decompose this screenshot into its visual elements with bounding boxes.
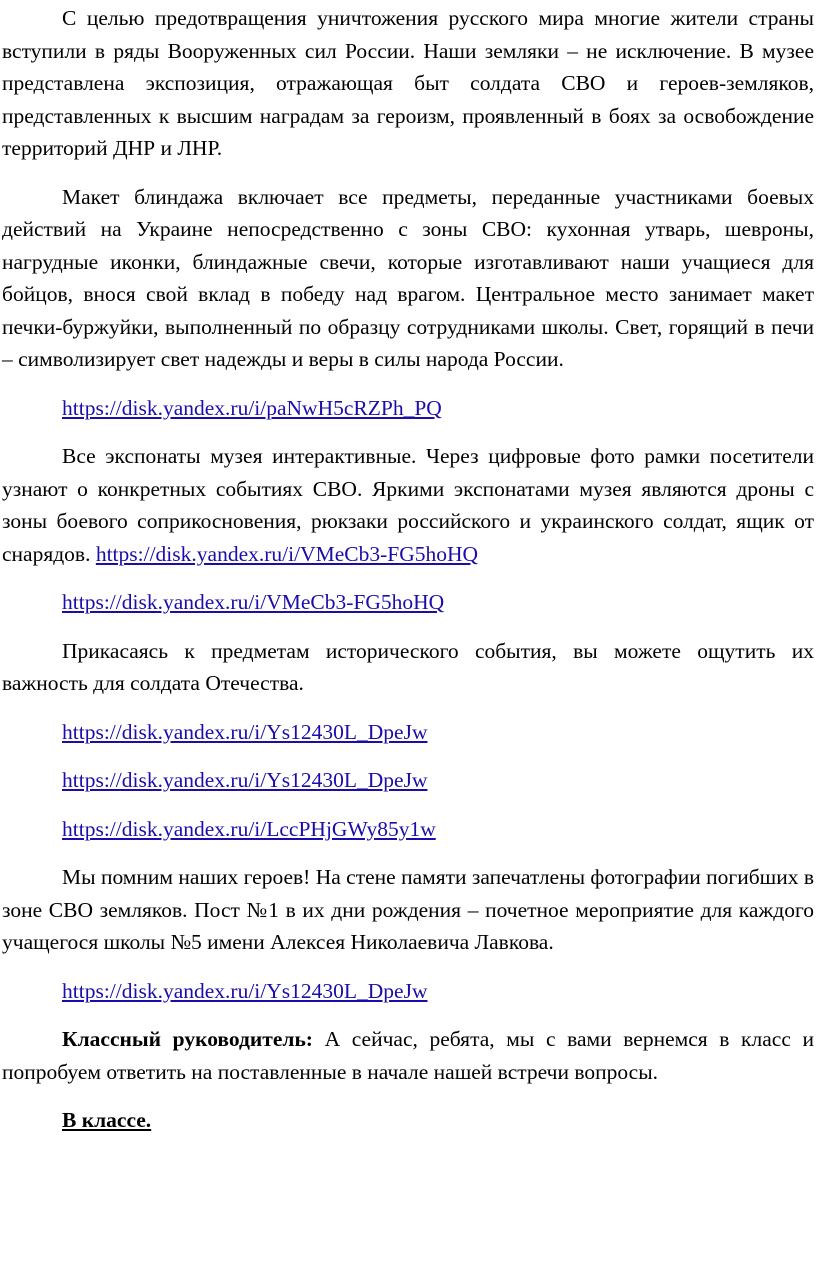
in-class-heading: В классе. (62, 1108, 152, 1132)
link-line-1 (2, 392, 814, 425)
paragraph-in-class (2, 1104, 814, 1137)
link-line-2 (2, 586, 814, 619)
paragraph-svo-residents: С целью предотвращения уничтожения русского мира многие жители страны вступили в ряды Вооруженных сил России. Наши земляки – не исключение. В музее представлена экспозиция, отражающая быт солдата СВО и героев-земляков, представленных к высшим наградам за героизм, проявленный в боях за освобождение территорий ДНР и ЛНР. (2, 6, 814, 160)
disk-link-inline[interactable]: https://disk.yandex.ru/i/VMeCb3-FG5hoHQ (95, 541, 479, 566)
disk-link-2[interactable]: https://disk.yandex.ru/i/VMeCb3-FG5hoHQ (62, 590, 445, 614)
paragraph-memory-wall: Мы помним наших героев! На стене памяти запечатлены фотографии погибших в зоне СВО земляков. Пост №1 в их дни рождения – почетное мероприятие для каждого учащегося школы №5 имени Алексея Николаевича Лавкова. (2, 865, 814, 954)
class-teacher-label: Классный руководитель: (62, 1027, 313, 1051)
disk-link-3[interactable]: https://disk.yandex.ru/i/Ys12430L_DpeJw (62, 719, 428, 744)
disk-link-6[interactable]: https://disk.yandex.ru/i/Ys12430L_DpeJw (62, 978, 428, 1003)
link-line-3 (2, 716, 814, 749)
paragraph-interactive-exhibits-text: Все экспонаты музея интерактивные. Через цифровые фото рамки посетители узнают о конкретных событиях СВО. Яркими экспонатами музея являются дроны с зоны боевого соприкосновения, рюкзаки российского и украинского солдат, ящик от снарядов. (2, 444, 814, 566)
paragraph-dugout-model: Макет блиндажа включает все предметы, переданные участниками боевых действий на Украине непосредственно с зоны СВО: кухонная утварь, шевроны, нагрудные иконки, блиндажные свечи, которые изготавливают наши учащиеся для бойцов, внося свой вклад в победу над врагом. Центральное место занимает макет печки-буржуйки, выполненный по образцу сотрудниками школы. Свет, горящий в печи – символизирует свет надежды и веры в силы народа России. (2, 184, 814, 371)
paragraph-class-teacher (2, 1023, 814, 1088)
disk-link-4[interactable]: https://disk.yandex.ru/i/Ys12430L_DpeJw (62, 768, 428, 792)
class-teacher-text: А сейчас, ребята, мы с вами вернемся в класс и попробуем ответить на поставленные в начале нашей встречи вопросы. (2, 1027, 814, 1084)
disk-link-5[interactable]: https://disk.yandex.ru/i/LccPHjGWy85y1w (62, 816, 436, 841)
disk-link-1[interactable]: https://disk.yandex.ru/i/paNwH5cRZPh_PQ (62, 395, 442, 420)
link-line-6 (2, 975, 814, 1008)
link-line-4 (2, 764, 814, 797)
paragraph-interactive-exhibits (2, 440, 814, 570)
paragraph-touching-objects: Прикасаясь к предметам исторического события, вы можете ощутить их важность для солдата Отечества. (2, 638, 814, 695)
link-line-5 (2, 813, 814, 846)
